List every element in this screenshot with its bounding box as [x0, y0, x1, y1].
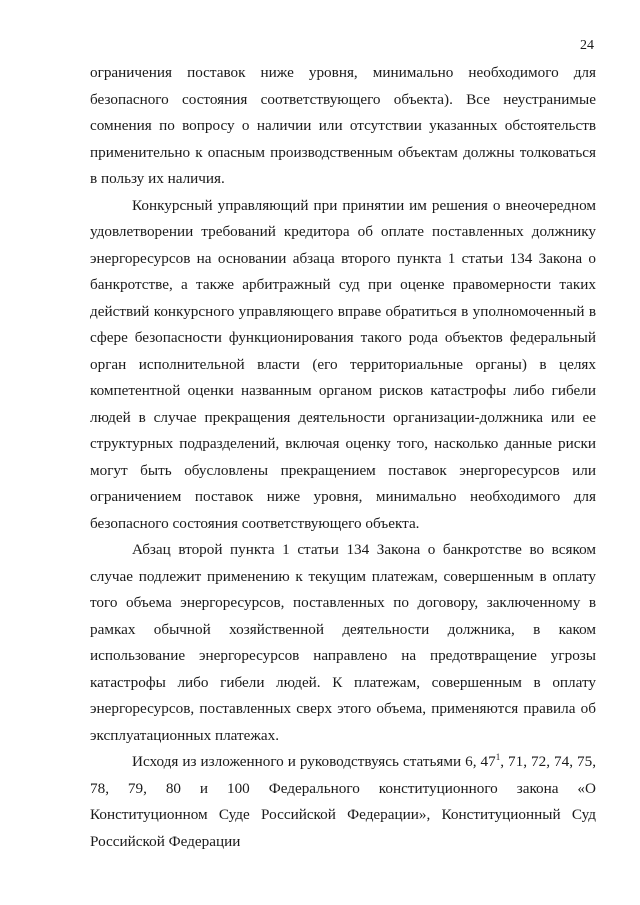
document-body	[90, 60, 596, 855]
conclusion-text-after: , 71, 72, 74, 75, 78, 79, 80 и 100 Федерального конституционного закона «О Конституционном Суде Российской Федерации», Конституционный Суд Российской Федерации	[90, 753, 597, 850]
paragraph-continuation: ограничения поставок ниже уровня, минимально необходимого для безопасного состояния соответствующего объекта). Все неустранимые сомнения по вопросу о наличии или отсутствии указанных обстоятельств применительно к опасным производственным объектам должны толковаться в пользу их наличия.	[90, 64, 596, 187]
conclusion-text-before: Исходя из изложенного и руководствуясь статьями 6, 47	[132, 753, 496, 770]
page-number: 24	[580, 38, 594, 53]
paragraph-article-134: Абзац второй пункта 1 статьи 134 Закона о банкротстве во всяком случае подлежит применению к текущим платежам, совершенным в оплату того объема энергоресурсов, поставленных по договору, заключенному в рамках обычной хозяйственной деятельности должника, в каком использование энергоресурсов направлено на предотвращение угрозы катастрофы либо гибели людей. К платежам, совершенным в оплату энергоресурсов, поставленных сверх этого объема, применяются правила об эксплуатационных платежах.	[90, 541, 596, 744]
article-superscript: 1	[495, 751, 501, 762]
paragraph-receiver-actions: Конкурсный управляющий при принятии им решения о внеочередном удовлетворении требований кредитора об оплате поставленных должнику энергоресурсов на основании абзаца второго пункта 1 статьи 134 Закона о банкротстве, а также арбитражный суд при оценке правомерности таких действий конкурсного управляющего вправе обратиться в уполномоченный в сфере безопасности функционирования такого рода объектов федеральный орган исполнительной власти (его территориальные органы) в целях компетентной оценки названным органом рисков катастрофы либо гибели людей в случае прекращения деятельности организации-должника или ее структурных подразделений, включая оценку того, насколько данные риски могут быть обусловлены прекращением поставок энергоресурсов или ограничением поставок ниже уровня, минимально необходимого для безопасного состояния соответствующего объекта.	[90, 196, 596, 532]
paragraph-conclusion	[90, 749, 596, 855]
